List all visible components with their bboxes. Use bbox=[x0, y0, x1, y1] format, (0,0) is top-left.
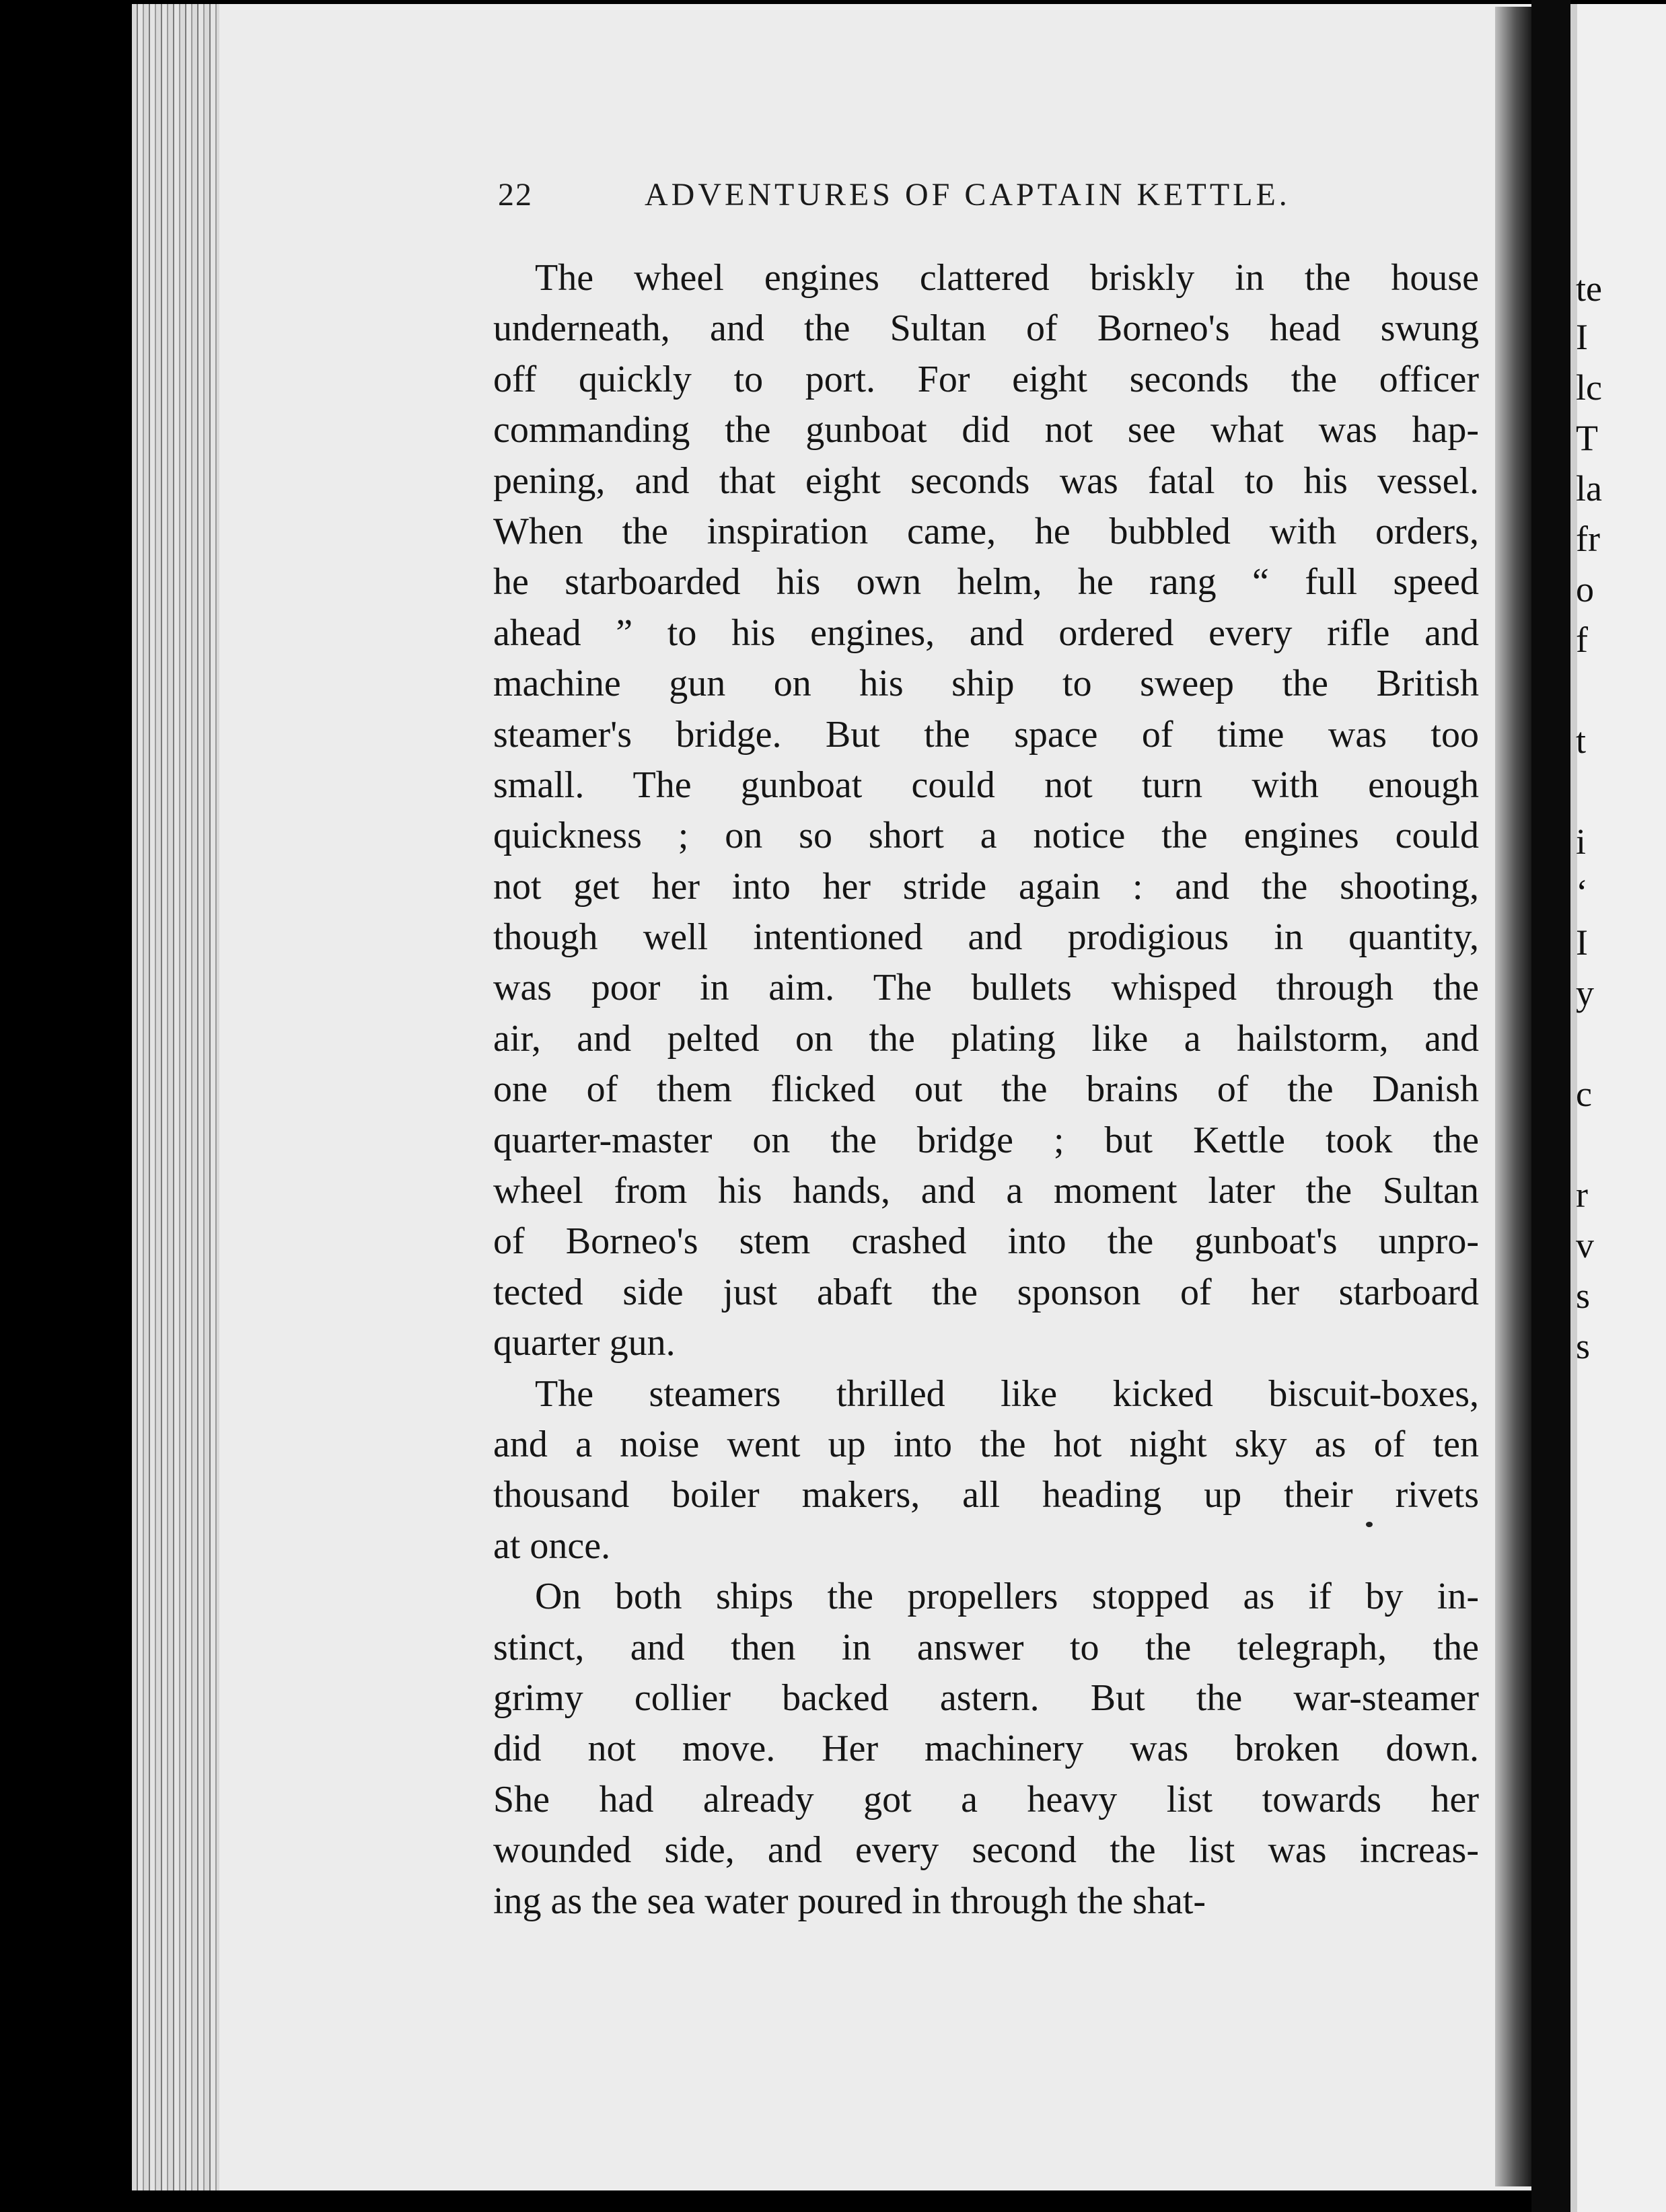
text-line: tected side just abaft the sponson of her starboard bbox=[493, 1271, 1479, 1313]
next-page-fragment: fr bbox=[1576, 519, 1600, 559]
text-line: grimy collier backed astern. But the war-steamer bbox=[493, 1676, 1479, 1719]
body-text bbox=[493, 253, 1479, 1927]
next-page-fragment: i bbox=[1576, 821, 1587, 862]
text-line: wounded side, and every second the list was increas- bbox=[493, 1829, 1479, 1872]
next-page-fragment: v bbox=[1576, 1225, 1594, 1265]
book-page-edges bbox=[132, 4, 219, 2190]
text-line: On both ships the propellers stopped as if by in- bbox=[535, 1576, 1479, 1618]
scan-left-margin bbox=[0, 0, 132, 2212]
next-page-fragment: c bbox=[1576, 1074, 1592, 1114]
text-line: small. The gunboat could not turn with enough bbox=[493, 764, 1479, 806]
ink-speck bbox=[1366, 1522, 1373, 1527]
text-line: did not move. Her machinery was broken down. bbox=[493, 1728, 1479, 1770]
text-line: wheel from his hands, and a moment later the Sultan bbox=[493, 1170, 1479, 1212]
page-number: 22 bbox=[498, 177, 533, 213]
next-page-fragment: f bbox=[1576, 620, 1588, 660]
text-line: quarter gun. bbox=[493, 1322, 676, 1364]
next-page-fragment: te bbox=[1576, 268, 1602, 309]
text-line: not get her into her stride again : and the shooting, bbox=[493, 865, 1479, 908]
text-line: thousand boiler makers, all heading up their rivets bbox=[493, 1474, 1479, 1516]
text-line: one of them flicked out the brains of the Danish bbox=[493, 1068, 1479, 1111]
next-page-fragment: I bbox=[1576, 922, 1588, 963]
next-page-fragment: s bbox=[1576, 1276, 1591, 1316]
text-line: The steamers thrilled like kicked biscuit-boxes, bbox=[535, 1372, 1479, 1415]
text-line: was poor in aim. The bullets whisped through the bbox=[493, 967, 1479, 1009]
text-line: pening, and that eight seconds was fatal to his vessel. bbox=[493, 459, 1479, 502]
next-page-fragment: T bbox=[1576, 418, 1598, 458]
text-line: She had already got a heavy list towards her bbox=[493, 1778, 1479, 1820]
next-page-fragment: ‘ bbox=[1576, 872, 1588, 912]
text-line: ahead ” to his engines, and ordered every rifle and bbox=[493, 612, 1479, 654]
gutter-shadow bbox=[1495, 7, 1531, 2186]
text-line: commanding the gunboat did not see what was hap- bbox=[493, 409, 1479, 451]
text-line: ing as the sea water poured in through the shat- bbox=[493, 1880, 1206, 1922]
next-page-fragment: lc bbox=[1576, 367, 1602, 408]
running-head bbox=[498, 176, 1339, 223]
text-line: though well intentioned and prodigious in quantity, bbox=[493, 916, 1479, 959]
text-line: quarter-master on the bridge ; but Kettle took the bbox=[493, 1119, 1479, 1161]
text-line: machine gun on his ship to sweep the British bbox=[493, 663, 1479, 705]
text-line: at once. bbox=[493, 1524, 611, 1567]
text-line: of Borneo's stem crashed into the gunboat's unpro- bbox=[493, 1220, 1479, 1263]
text-line: quickness ; on so short a notice the engines could bbox=[493, 815, 1479, 857]
text-line: stinct, and then in answer to the telegraph, the bbox=[493, 1626, 1479, 1668]
text-line: and a noise went up into the hot night sky as of ten bbox=[493, 1423, 1479, 1465]
next-page-fragment: la bbox=[1576, 468, 1602, 509]
paragraph bbox=[493, 1369, 1479, 1572]
running-title: ADVENTURES OF CAPTAIN KETTLE. bbox=[645, 177, 1291, 213]
next-page-fragment: s bbox=[1576, 1326, 1591, 1366]
paragraph bbox=[493, 253, 1479, 1369]
next-page-fragment: r bbox=[1576, 1175, 1588, 1215]
next-page-fragment: I bbox=[1576, 317, 1588, 357]
text-line: off quickly to port. For eight seconds the officer bbox=[493, 358, 1479, 400]
paragraph bbox=[493, 1572, 1479, 1927]
text-line: The wheel engines clattered briskly in the house bbox=[535, 257, 1479, 299]
text-line: When the inspiration came, he bubbled with orders, bbox=[493, 510, 1479, 552]
next-page-fragment: y bbox=[1576, 973, 1594, 1013]
text-line: he starboarded his own helm, he rang “ full speed bbox=[493, 561, 1479, 603]
text-line: steamer's bridge. But the space of time was too bbox=[493, 713, 1479, 755]
text-line: underneath, and the Sultan of Borneo's head swung bbox=[493, 307, 1479, 350]
text-line: air, and pelted on the plating like a hailstorm, and bbox=[493, 1017, 1479, 1060]
next-page-edge bbox=[1570, 4, 1666, 2212]
next-page-fragment: t bbox=[1576, 721, 1587, 761]
next-page-fragment: o bbox=[1576, 569, 1594, 610]
binding-gap bbox=[1531, 0, 1570, 2212]
